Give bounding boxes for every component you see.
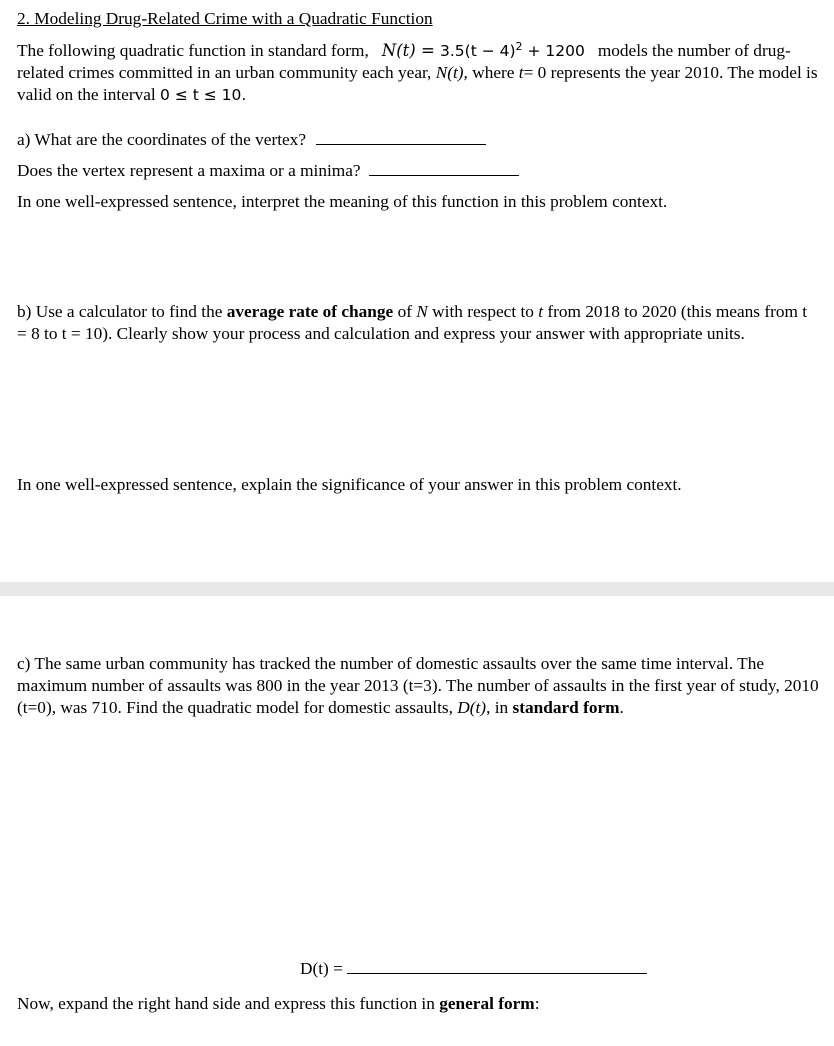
question-a-max-min: Does the vertex represent a maxima or a minima? (17, 160, 519, 182)
question-b: b) Use a calculator to find the average rate of change of N with respect to t from 2018 to 2020 (this means from t = 8 to t = 10). Clearly show your process and calculation and express your answer with appropriate units. (17, 302, 808, 343)
problem-title: 2. Modeling Drug-Related Crime with a Quadratic Function (17, 9, 433, 28)
dt-answer-line: D(t) = (300, 958, 647, 980)
question-c: c) The same urban community has tracked the number of domestic assaults over the same time interval. The maximum number of assaults was 800 in the year 2013 (t=3). The number of assaults in the first year of study, 2010 (t=0), was 710. Find the quadratic model for domestic assaults, D(t), in standard form. (17, 654, 819, 717)
question-b-significance: In one well-expressed sentence, explain the significance of your answer in this problem context. (17, 475, 682, 494)
nt-symbol: N(t), (435, 63, 468, 82)
vertex-answer-blank[interactable] (316, 129, 486, 145)
question-a-interpret: In one well-expressed sentence, interpret the meaning of this function in this problem context. (17, 192, 668, 211)
question-d: Now, expand the right hand side and express this function in general form: (17, 994, 540, 1013)
intro-text-before: The following quadratic function in standard form, (17, 41, 369, 60)
intro-paragraph: The following quadratic function in standard form, $N(t) = 3.5(t - 4)^2 + 1200$ models the number of drug-related crimes committed in an urban community each year, N(t), where t= 0 represents the year 2010. The model is valid on the interval 0 ≤ t ≤ 10. (17, 39, 818, 104)
interval: 0 ≤ t ≤ 10. (160, 86, 247, 104)
max-min-answer-blank[interactable] (369, 160, 519, 176)
intro-text-after: models the number of drug-related crimes committed in an urban community each year, (17, 41, 791, 82)
page-divider (0, 582, 834, 596)
formula: $N(t) = 3.5(t - 4)^2 + 1200$ (381, 39, 585, 60)
dt-answer-blank[interactable] (347, 958, 647, 974)
question-a-vertex: a) What are the coordinates of the vertex? (17, 129, 486, 151)
